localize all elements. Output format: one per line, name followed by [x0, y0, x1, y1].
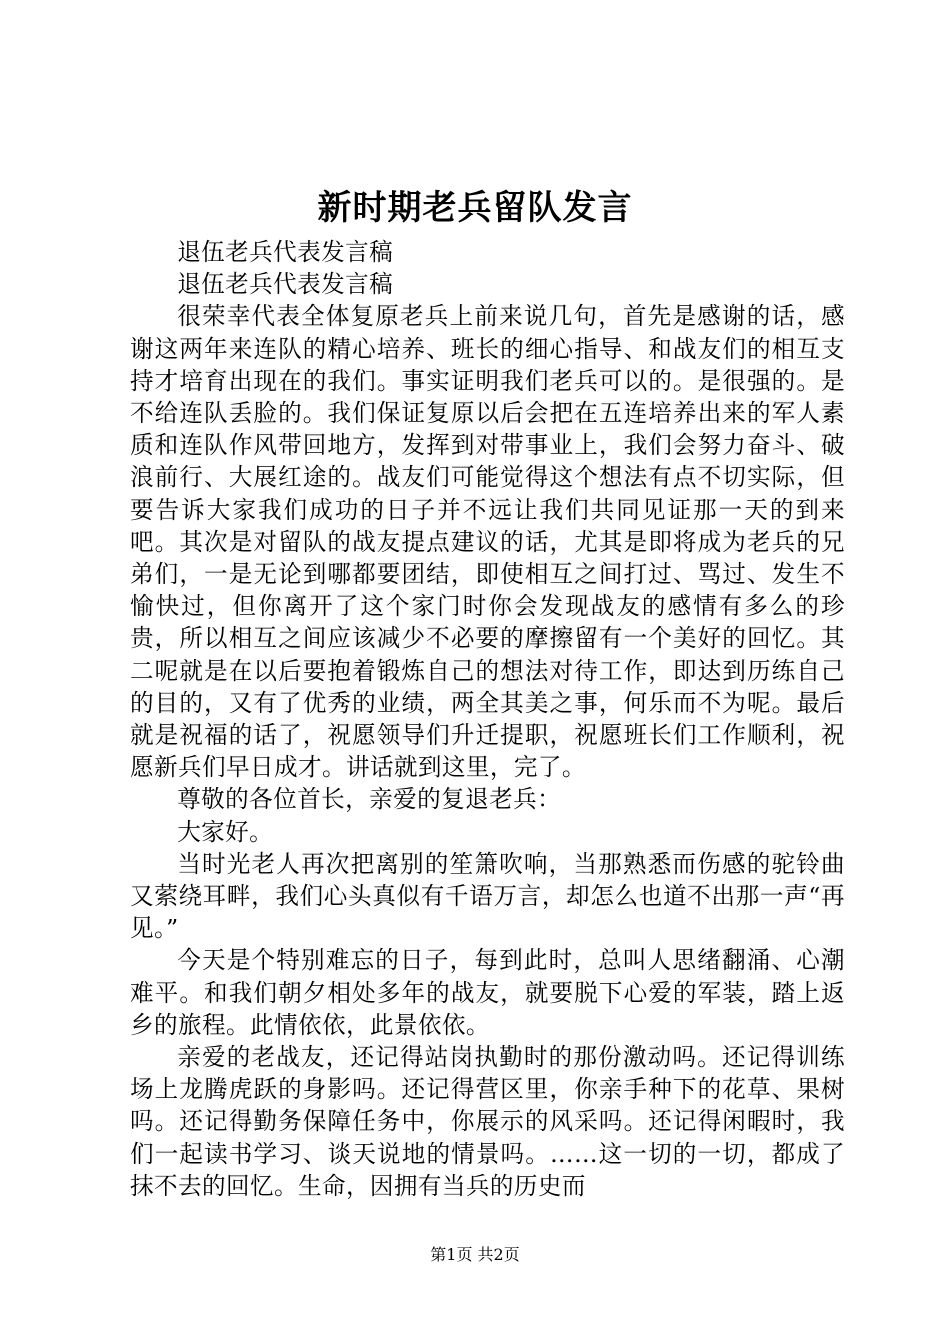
page-number-footer: 第1页 共2页 [430, 1245, 520, 1264]
document-title: 新时期老兵留队发言 [317, 188, 633, 228]
paragraph-speech-2: 当时光老人再次把离别的笙箫吹响，当那熟悉而伤感的驼铃曲又萦绕耳畔，我们心头真似有千语万言，却怎么也道不出那一声“再见。” [130, 849, 845, 943]
paragraph-heading-1: 退伍老兵代表发言稿 [177, 238, 394, 266]
paragraph-speech-1: 很荣幸代表全体复原老兵上前来说几句，首先是感谢的话，感谢这两年来连队的精心培养、班长的细心指导、和战友们的相互支持才培育出现在的我们。事实证明我们老兵可以的。是很强的。是不给连队丢脸的。我们保证复原以后会把在五连培养出来的军人素质和连队作风带回地方，发挥到对带事业上，我们会努力奋斗、破浪前行、大展红途的。战友们可能觉得这个想法有点不切实际，但要告诉大家我们成功的日子并不远让我们共同见证那一天的到来吧。其次是对留队的战友提点建议的话，尤其是即将成为老兵的兄弟们，一是无论到哪都要团结，即使相互之间打过、骂过、发生不愉快过，但你离开了这个家门时你会发现战友的感情有多么的珍贵，所以相互之间应该减少不必要的摩擦留有一个美好的回忆。其二呢就是在以后要抱着锻炼自己的想法对待工作，即达到历练自己的目的，又有了优秀的业绩，两全其美之事，何乐而不为呢。最后就是祝福的话了，祝愿领导们升迁提职，祝愿班长们工作顺利，祝愿新兵们早日成才。讲话就到这里，完了。 [130, 302, 845, 782]
paragraph-heading-2: 退伍老兵代表发言稿 [177, 270, 394, 299]
paragraph-speech-3: 今天是个特别难忘的日子，每到此时，总叫人思绪翻涌、心潮难平。和我们朝夕相处多年的战友，就要脱下心爱的军装，踏上返乡的旅程。此情依依，此景依依。 [130, 946, 845, 1039]
paragraph-greeting: 大家好。 [177, 817, 274, 846]
paragraph-speech-4: 亲爱的老战友，还记得站岗执勤时的那份激动吗。还记得训练场上龙腾虎跃的身影吗。还记得营区里，你亲手种下的花草、果树吗。还记得勤务保障任务中，你展示的风采吗。还记得闲暇时，我们一起读书学习、谈天说地的情景吗。……这一切的一切，都成了抹不去的回忆。生命，因拥有当兵的历史而 [130, 1043, 845, 1200]
paragraph-salutation: 尊敬的各位首长，亲爱的复退老兵： [177, 785, 562, 814]
document-body [130, 236, 845, 1202]
